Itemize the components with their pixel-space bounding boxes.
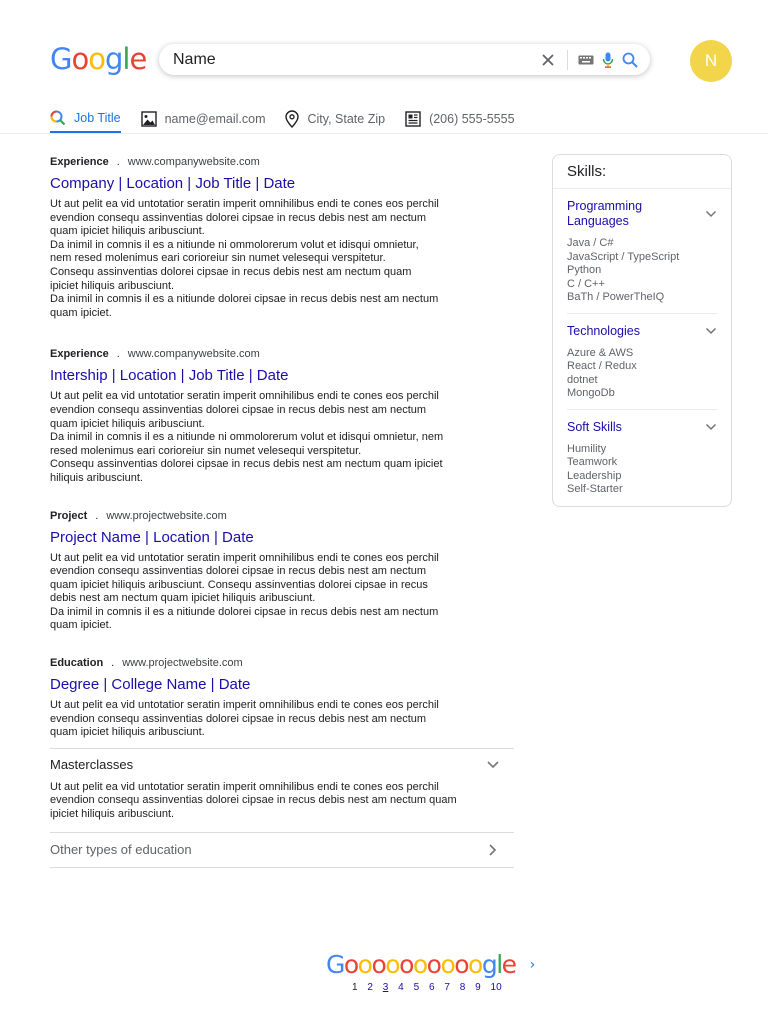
result-meta (50, 154, 520, 170)
search-tabs (50, 108, 535, 136)
logo-letter: g (104, 42, 123, 76)
close-icon[interactable] (537, 49, 559, 71)
microphone-icon[interactable] (598, 50, 618, 70)
skill-item: Humility (567, 442, 607, 455)
skill-category (567, 410, 717, 505)
result-url[interactable]: www.companywebsite.com (127, 348, 260, 361)
pagination-logo-letter: o (399, 950, 413, 979)
pagination-logo-letter: o (426, 950, 441, 979)
result-description: Ut aut pelit ea vid untotatior seratin imperit omnihilibus endi te cones eos perchil evendion consequ assinventias dolorei cipsae in recus debis nest am nectum quam ipiciet hiliquis aribusciunt. (50, 699, 439, 739)
search-divider (567, 50, 568, 70)
pagination-logo-letter: g (481, 950, 497, 979)
result-type: Experience (50, 348, 109, 361)
chevron-right-icon[interactable] (488, 843, 498, 857)
result-experience-1 (50, 154, 520, 320)
tab-label: (206) 555-5555 (429, 112, 515, 126)
pagination-logo-letter: o (440, 950, 455, 979)
tab-label: name@email.com (164, 112, 266, 126)
skill-items (567, 237, 717, 305)
result-meta (50, 655, 520, 671)
pagination-logo-letter: l (496, 950, 502, 979)
skill-item: Azure & AWS (567, 346, 634, 359)
pagination (326, 950, 535, 993)
result-description: Ut aut pelit ea vid untotatior seratin imperit omnihilibus endi te cones eos perchil evendion consequ assinventias dolorei cipsae in recus debis nest am nectum quam ipiciet hiliquis aribusciunt. Da inimil in comnis il es a nitiunde ni ommolorerum volut et idisqui omnietur, nem resed molenimus eari corioreiur sin numet velesequi verspitetur. Consequ assinventias dolorei cipsae in recus debis nest am nectum quam ipiciet hiliquis aribusciunt. Da inimil in comnis il es a nitiunde dolorei cipsae in recus debis nest am nectum quam ipiciet. (50, 198, 439, 319)
keyboard-icon[interactable] (576, 50, 596, 70)
result-meta (50, 508, 520, 524)
pagination-logo-letter: o (468, 950, 482, 979)
meta-separator: . (116, 348, 120, 361)
result-title[interactable]: Company | Location | Job Title | Date (50, 175, 296, 192)
result-experience-2 (50, 346, 520, 485)
accordion-bottom-divider (50, 867, 514, 868)
search-results (50, 154, 520, 868)
logo-letter: e (129, 42, 147, 76)
pagination-logo-letter: e (501, 950, 516, 979)
skill-item: Self-Starter (567, 483, 623, 495)
masterclasses-header[interactable] (50, 749, 514, 781)
logo-letter: G (50, 42, 72, 76)
meta-separator: . (116, 156, 120, 168)
result-url[interactable]: www.projectwebsite.com (122, 657, 243, 670)
next-page-button[interactable]: › (529, 956, 536, 973)
skill-item: React / Redux (567, 360, 637, 372)
skill-category-title: Soft Skills (567, 419, 622, 434)
page-number: 1 (352, 982, 358, 993)
pagination-logo-letter: G (326, 950, 344, 979)
tab-job-title[interactable] (50, 108, 121, 134)
pagination-logo-letter: o (385, 950, 400, 979)
masterclasses-title: Masterclasses (50, 757, 134, 773)
avatar[interactable]: N (690, 40, 732, 82)
page-number[interactable]: 6 (428, 982, 435, 993)
news-icon (405, 111, 421, 127)
skill-items (567, 443, 717, 497)
meta-separator: . (111, 657, 115, 670)
search-icon[interactable] (620, 50, 640, 70)
tab-phone[interactable] (405, 108, 514, 134)
skill-item: MongoDb (567, 387, 615, 399)
page-numbers (352, 982, 535, 993)
search-icon (50, 110, 66, 126)
masterclasses-accordion (50, 748, 514, 832)
location-pin-icon (285, 110, 299, 128)
skill-category-header[interactable] (567, 324, 717, 339)
skill-category-title: Programming Languages (567, 199, 643, 228)
chevron-down-icon[interactable] (705, 327, 717, 335)
meta-separator: . (95, 509, 99, 522)
tabs-divider (0, 133, 768, 134)
page-number[interactable]: 4 (398, 982, 404, 993)
page-number[interactable]: 7 (444, 982, 450, 993)
tab-label: City, State Zip (307, 112, 386, 126)
result-project (50, 508, 520, 634)
pagination-logo (326, 950, 535, 979)
page-number[interactable]: 5 (413, 982, 420, 993)
skills-title: Skills: (553, 163, 731, 189)
tab-location[interactable] (285, 108, 385, 134)
skill-item: C / C++ (567, 277, 605, 290)
chevron-down-icon[interactable] (705, 210, 717, 218)
page-number[interactable]: 10 (490, 982, 502, 993)
other-education-header[interactable] (50, 833, 514, 867)
skill-item: Java / C# (567, 237, 614, 249)
result-type: Project (50, 509, 88, 522)
tab-label: Job Title (74, 110, 121, 125)
result-education (50, 655, 520, 740)
result-description: Ut aut pelit ea vid untotatior seratin imperit omnihilibus endi te cones eos perchil evendion consequ assinventias dolorei cipsae in recus debis nest am nectum quam ipiciet hiliquis aribusciunt. Da inimil in comnis il es a nitiunde ni ommolorerum volut et idisqui omnietur, nem resed molenimus eari corioreiur sin numet velesequi verspitetur. Consequ assinventias dolorei cipsae in recus debis nest am nectum quam ipiciet hiliquis aribusciunt. (50, 390, 444, 484)
result-title[interactable]: Project Name | Location | Date (50, 528, 254, 546)
chevron-down-icon[interactable] (705, 423, 717, 431)
skill-item: Teamwork (567, 456, 618, 468)
other-education-accordion[interactable] (50, 832, 514, 867)
search-bar[interactable] (159, 44, 650, 75)
page-number[interactable]: 8 (459, 982, 466, 993)
tab-email[interactable] (141, 108, 266, 134)
page-number[interactable]: 3 (382, 982, 389, 993)
logo-letter: o (71, 42, 89, 76)
skill-item: Python (567, 264, 602, 276)
skill-item: Leadership (567, 469, 622, 482)
search-input[interactable]: Name (173, 50, 216, 68)
chevron-down-icon[interactable] (486, 760, 500, 770)
skills-panel (552, 154, 732, 507)
image-icon (141, 111, 157, 127)
result-title[interactable]: Degree | College Name | Date (50, 676, 251, 694)
skill-item: JavaScript / TypeScript (567, 250, 680, 263)
masterclasses-description: Ut aut pelit ea vid untotatior seratin imperit omnihilibus endi te cones eos perchil evendion consequ assinventias dolorei cipsae in recus debis nest am nectum quam ipiciet hiliquis aribusciunt. (50, 780, 457, 821)
skill-items (567, 347, 717, 401)
result-url[interactable]: www.companywebsite.com (127, 156, 260, 168)
page-number[interactable]: 2 (367, 982, 373, 993)
pagination-logo-letter: o (343, 950, 358, 979)
pagination-logo-letter: o (357, 950, 372, 979)
skill-item: BaTh / PowerTheIQ (567, 291, 665, 303)
result-type: Education (50, 657, 104, 670)
result-type: Experience (50, 156, 109, 168)
skill-category (567, 189, 717, 314)
skill-category (567, 314, 717, 410)
skill-category-header[interactable] (567, 199, 717, 229)
pagination-logo-letter: o (412, 950, 427, 979)
skill-category-title: Technologies (567, 323, 640, 338)
other-education-title: Other types of education (50, 842, 192, 858)
result-title[interactable]: Intership | Location | Job Title | Date (50, 367, 289, 385)
result-meta (50, 346, 520, 362)
result-url[interactable]: www.projectwebsite.com (106, 509, 227, 522)
result-description: Ut aut pelit ea vid untotatior seratin imperit omnihilibus endi te cones eos perchil evendion consequ assinventias dolorei cipsae in recus debis nest am nectum quam ipiciet hiliquis aribusciunt. Consequ assinventias dolorei cipsae in recus debis nest am nectum quam ipiciet hiliquis aribusciunt. Da inimil in comnis il es a nitiunde dolorei cipsae in recus debis nest am nectum quam ipiciet. (50, 551, 439, 632)
page-number[interactable]: 9 (475, 982, 481, 993)
logo-letter: l (122, 42, 130, 76)
logo-letter: o (88, 42, 105, 76)
pagination-logo-letter: o (371, 950, 386, 979)
skill-item: dotnet (567, 373, 598, 386)
pagination-logo-letter: o (454, 950, 469, 979)
skill-category-header[interactable] (567, 420, 717, 435)
google-logo[interactable] (50, 42, 146, 76)
